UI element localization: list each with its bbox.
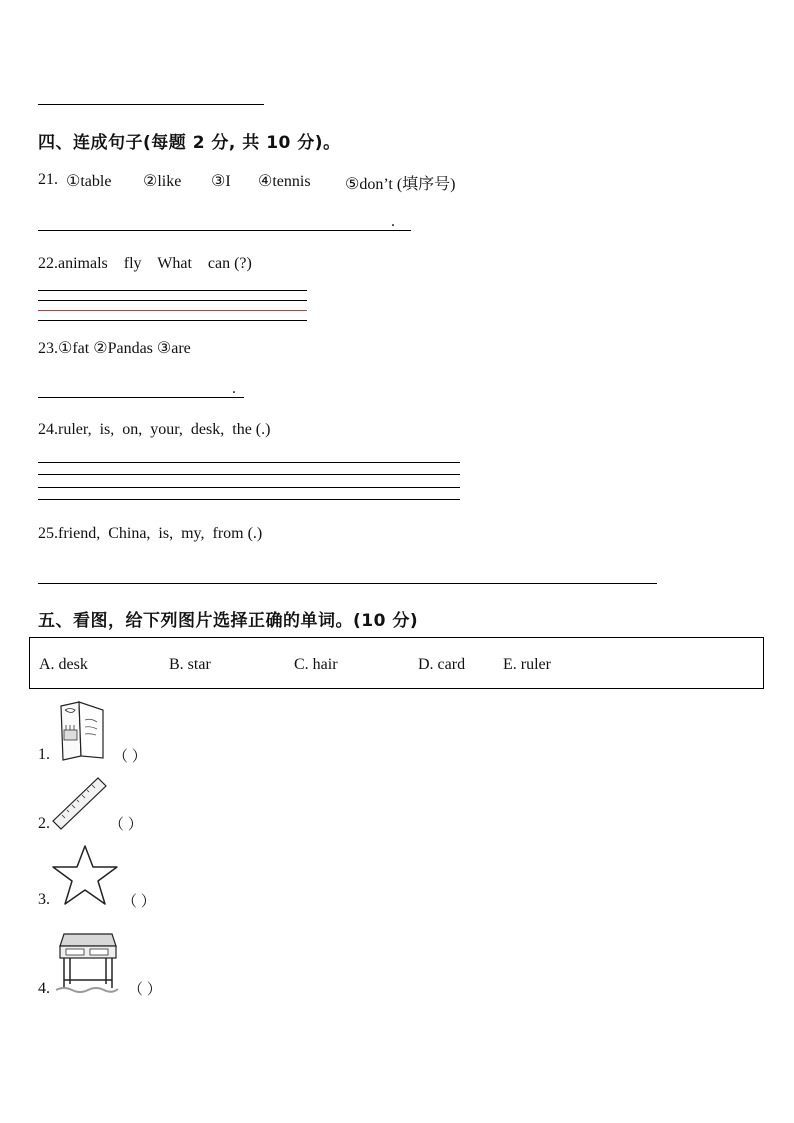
q22-line-4 [38,320,307,321]
q21-answer-line[interactable] [38,230,411,231]
choice-d: D. card [418,656,466,673]
word-choices-box [29,637,764,689]
choice-b: B. star [169,656,211,673]
q21-word-2: ②like [143,173,182,190]
q25-prompt: 25.friend, China, is, my, from (.) [38,525,263,542]
birthday-card-icon [55,700,107,762]
star-icon [50,843,120,908]
choice-c: C. hair [294,656,338,673]
q22-line-2 [38,300,307,301]
item4-number: 4. [38,980,50,997]
section5-heading: 五、看图，给下列图片选择正确的单词。(10 分) [38,611,419,631]
q24-line-3 [38,487,460,488]
choice-e: E. ruler [503,656,551,673]
q23-prompt: 23.①fat ②Pandas ③are [38,340,191,357]
q24-line-4 [38,499,460,500]
item2-number: 2. [38,815,50,832]
item2-answer-paren[interactable]: （ ） [109,817,143,833]
q23-end-mark: . [232,380,236,397]
q24-prompt: 24.ruler, is, on, your, desk, the (.) [38,421,271,438]
q21-word-5: ⑤don’t (填序号) [345,176,456,193]
q21-word-3: ③I [211,173,231,190]
q25-answer-line[interactable] [38,583,657,584]
desk-icon [54,928,120,998]
q22-line-3 [38,310,307,311]
section4-heading: 四、连成句子(每题 2 分, 共 10 分)。 [38,133,341,153]
q23-answer-line[interactable] [38,397,244,398]
q21-word-4: ④tennis [258,173,311,190]
answer-line-prev[interactable] [38,104,264,105]
q21-end-mark: . [391,213,395,230]
item1-number: 1. [38,746,50,763]
q21-word-1: ①table [66,173,112,190]
item1-answer-paren[interactable]: （ ） [113,749,147,765]
q22-prompt: 22.animals fly What can (?) [38,255,252,272]
q24-line-1 [38,462,460,463]
ruler-icon [50,775,110,830]
q22-line-1 [38,290,307,291]
choice-a: A. desk [39,656,88,673]
q21-number: 21. [38,171,58,188]
item3-number: 3. [38,891,50,908]
q24-line-2 [38,474,460,475]
item3-answer-paren[interactable]: （ ） [122,894,156,910]
item4-answer-paren[interactable]: （ ） [128,982,162,998]
